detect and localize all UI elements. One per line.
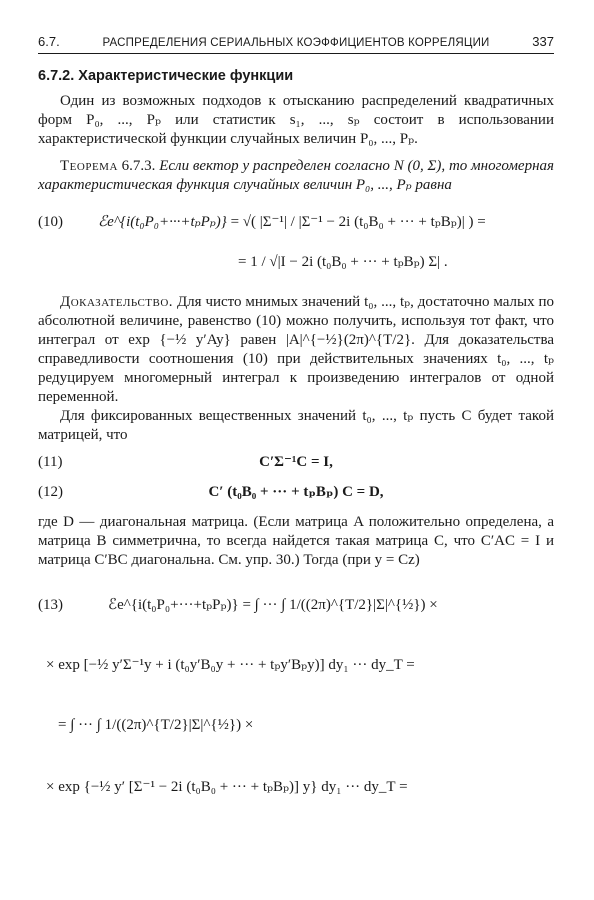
- equation-12: [38, 483, 554, 505]
- header-title: РАСПРЕДЕЛЕНИЯ СЕРИАЛЬНЫХ КОЭФФИЦИЕНТОВ КОРРЕЛЯЦИИ: [102, 37, 490, 49]
- subsection-title: 6.7.2. Характеристические функции: [38, 68, 294, 84]
- eq10-rhs1: = √( |Σ⁻¹| / |Σ⁻¹ − 2i (t₀B₀ + ··· + tₚBₚ)| ) =: [230, 214, 486, 230]
- eq13-line1: ℰe^{i(t₀P₀+···+tₚPₚ)} = ∫ ··· ∫ 1/((2π)^{T/2}|Σ|^{½}) ×: [108, 597, 438, 613]
- proof-label: Доказательство.: [60, 294, 174, 310]
- equation-number-12: (12): [38, 484, 63, 500]
- running-header: [38, 34, 554, 54]
- proof-text-1: Для чисто мнимых значений t₀, ..., tₚ, достаточно малых по абсолютной величине, равенство (10) можно получить, используя тот факт, что интеграл от exp {−½ y′Ay} равен |A|^{−½}(2π)^{T/2}. Для доказательства справедливости соотношения (10) при действительных значениях t₀, ..., tₚ редуцируем многомерный интеграл к произведению интегралов от одной переменной.: [38, 294, 555, 405]
- theorem-text: Если вектор y распределен согласно N (0, Σ), то многомерная характеристическая функция случайных величин P₀, ..., Pₚ равна: [38, 158, 554, 193]
- page: [38, 34, 554, 828]
- proof-paragraph-3: где D — диагональная матрица. (Если матрица A положительно определена, а матрица B симметрична, то всегда найдется такая матрица C, что C′AC = I и матрица C′BC диагональна. См. упр. 30.) Тогда (при y = Cz): [38, 514, 554, 568]
- eq10-rhs2: = 1 / √|I − 2i (t₀B₀ + ··· + tₚBₚ) Σ| .: [238, 254, 448, 270]
- proof-paragraph-2: Для фиксированных вещественных значений t₀, ..., tₚ пусть C будет такой матрицей, что: [38, 408, 554, 443]
- equation-number-13: (13): [38, 597, 63, 613]
- equation-11: [38, 453, 554, 475]
- page-number: 337: [532, 34, 554, 49]
- proof-paragraph-1: [38, 293, 554, 407]
- eq13-line4: × exp {−½ y′ [Σ⁻¹ − 2i (t₀B₀ + ··· + tₚBₚ)] y} dy₁ ··· dy_T =: [46, 779, 408, 795]
- eq13-line2: × exp [−½ y′Σ⁻¹y + i (t₀y′B₀y + ··· + tₚy′Bₚy)] dy₁ ··· dy_T =: [46, 657, 415, 673]
- eq11-expr: C′Σ⁻¹C = I,: [259, 454, 333, 470]
- eq12-expr: C′ (t₀B₀ + ··· + tₚBₚ) C = D,: [208, 484, 384, 500]
- eq13-line3: = ∫ ··· ∫ 1/((2π)^{T/2}|Σ|^{½}) ×: [58, 717, 254, 733]
- theorem-number: 6.7.3.: [121, 158, 156, 174]
- theorem: [38, 157, 554, 195]
- equation-10: [38, 203, 554, 285]
- header-section-number: 6.7.: [38, 34, 60, 49]
- equation-number-10: (10): [38, 214, 63, 230]
- theorem-label: Теорема: [60, 158, 118, 174]
- eq10-lhs: ℰe^{i(t₀P₀+···+tₚPₚ)}: [98, 214, 227, 230]
- intro-paragraph: Один из возможных подходов к отысканию распределений квадратичных форм P₀, ..., Pₚ или статистик s₁, ..., sₚ состоит в использовании характеристической функции случайных величин P₀, ..., Pₚ.: [38, 93, 554, 147]
- equation-number-11: (11): [38, 454, 63, 470]
- equation-13: [38, 578, 554, 828]
